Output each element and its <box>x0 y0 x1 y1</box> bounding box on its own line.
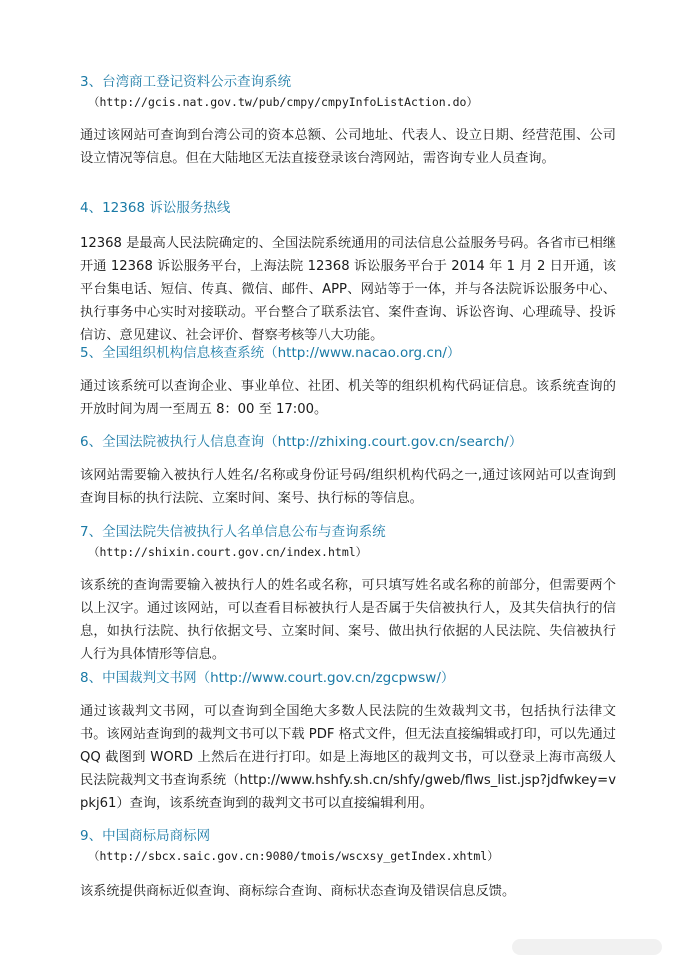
watermark-logo <box>510 935 670 959</box>
section-url-9[interactable]: （http://sbcx.saic.gov.cn:9080/tmois/wscxsy_getIndex.xhtml） <box>88 849 499 863</box>
section-heading-3: 3、台湾商工登记资料公示查询系统 <box>80 74 292 90</box>
section-body-3: 通过该网站可查询到台湾公司的资本总额、公司地址、代表人、设立日期、经营范围、公司设立情况等信息。但在大陆地区无法直接登录该台湾网站，需咨询专业人员查询。 <box>80 128 616 166</box>
section-heading-8: 8、中国裁判文书网（http://www.court.gov.cn/zgcpwsw/） <box>80 670 455 686</box>
section-body-5: 通过该系统可以查询企业、事业单位、社团、机关等的组织机构代码证信息。该系统查询的开放时间为周一至周五 8：00 至 17:00。 <box>80 379 616 417</box>
section-body-9: 该系统提供商标近似查询、商标综合查询、商标状态查询及错误信息反馈。 <box>80 884 516 899</box>
section-url-7[interactable]: （http://shixin.court.gov.cn/index.html） <box>88 545 368 559</box>
section-body-4: 12368 是最高人民法院确定的、全国法院系统通用的司法信息公益服务号码。各省市已相继开通 12368 诉讼服务平台，上海法院 12368 诉讼服务平台于 2014 年 1 月 2 日开通，该平台集电话、短信、传真、微信、邮件、APP、网站等于一体，并与各法院诉讼服务中心、执行事务中心实时对接联动。平台整合了联系法官、案件查询、诉讼咨询、心理疏导、投诉信访、意见建议、社会评价、督察考核等八大功能。 <box>80 236 616 343</box>
section-body-6: 该网站需要输入被执行人姓名/名称或身份证号码/组织机构代码之一,通过该网站可以查询到查询目标的执行法院、立案时间、案号、执行标的等信息。 <box>80 468 616 506</box>
section-heading-4: 4、12368 诉讼服务热线 <box>80 200 231 216</box>
section-body-8: 通过该裁判文书网，可以查询到全国绝大多数人民法院的生效裁判文书，包括执行法律文书。该网站查询到的裁判文书可以下载 PDF 格式文件，但无法直接编辑或打印，可以先通过 QQ 截图到 WORD 上然后在进行打印。如是上海地区的裁判文书，可以登录上海市高级人民法院裁判文书查询系统（http://www.hshfy.sh.cn/shfy/gweb/flws_list.jsp?jdfwkey=vpkj61）查询，该系统查询到的裁判文书可以直接编辑利用。 <box>80 704 616 811</box>
section-url-3[interactable]: （http://gcis.nat.gov.tw/pub/cmpy/cmpyInfoListAction.do） <box>88 95 478 109</box>
section-heading-6: 6、全国法院被执行人信息查询（http://zhixing.court.gov.cn/search/） <box>80 434 523 450</box>
section-body-7: 该系统的查询需要输入被执行人的姓名或名称，可只填写姓名或名称的前部分，但需要两个以上汉字。通过该网站，可以查看目标被执行人是否属于失信被执行人，及其失信执行的信息，如执行法院、执行依据文号、立案时间、案号、做出执行依据的人民法院、失信被执行人行为具体情形等信息。 <box>80 578 616 662</box>
section-heading-7: 7、全国法院失信被执行人名单信息公布与查询系统 <box>80 524 386 540</box>
section-heading-5: 5、全国组织机构信息核查系统（http://www.nacao.org.cn/） <box>80 345 461 361</box>
section-heading-9: 9、中国商标局商标网 <box>80 828 211 844</box>
